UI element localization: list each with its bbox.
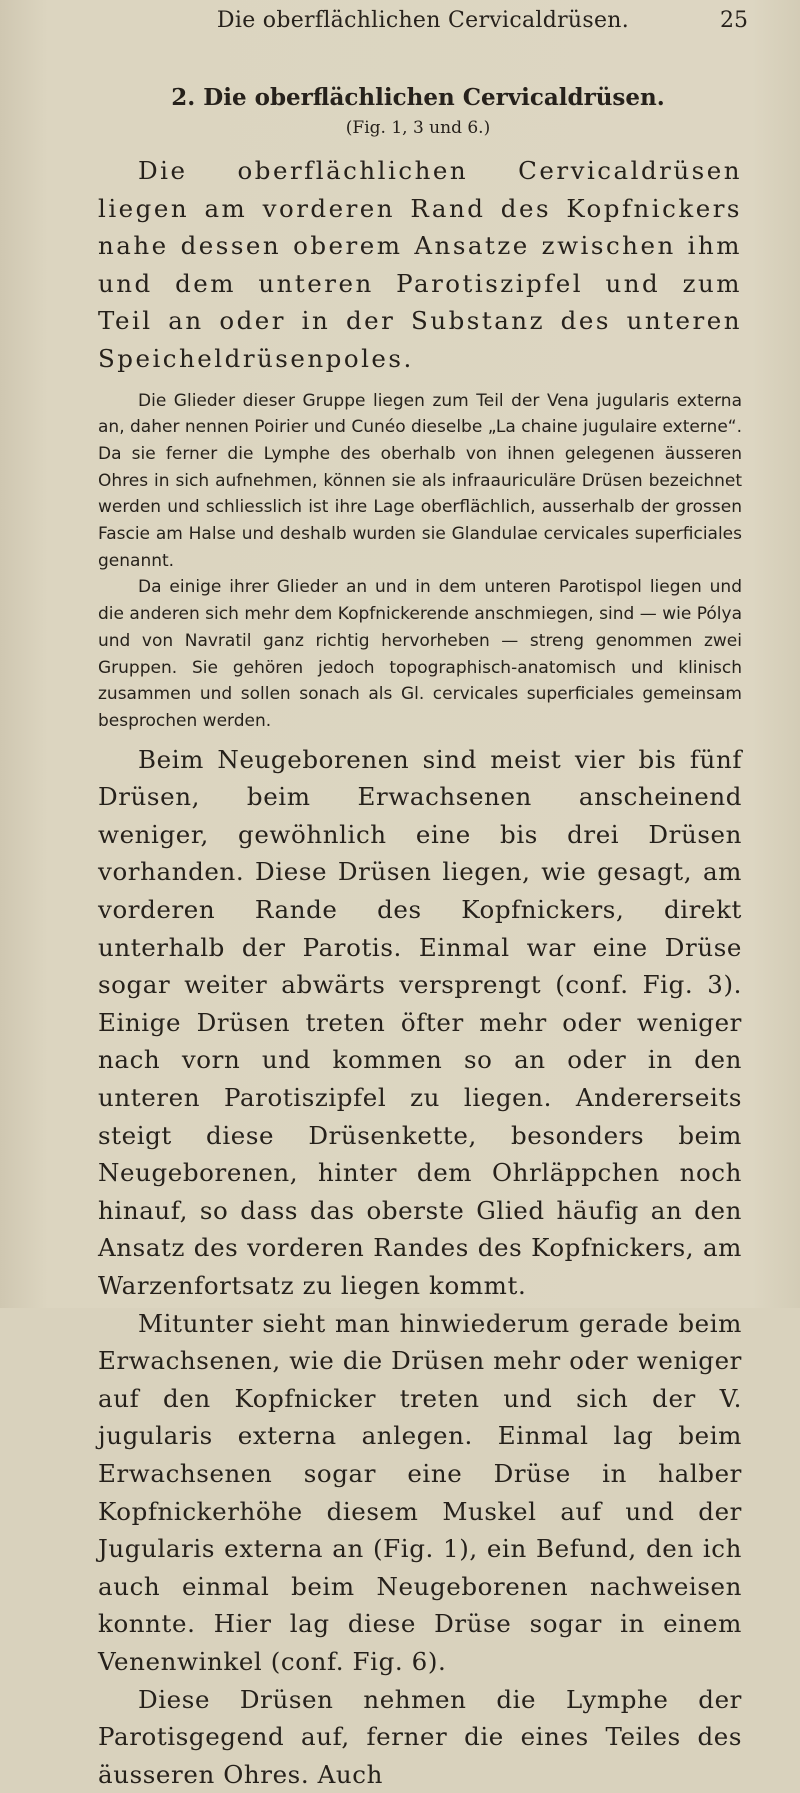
page-number: 25 [720,8,748,33]
paragraph-note-names: Die Glieder dieser Gruppe liegen zum Teil der Vena jugularis externa an, daher nennen Poirier und Cunéo dieselbe „La chaine jugulaire externe“. Da sie ferner die Lymphe des oberhalb von ihnen gelegenen äusseren Ohres in sich aufnehmen, können sie als infraauriculäre Drüsen bezeichnet werden und schliesslich ist ihre Lage oberflächlich, ausserhalb der grossen Fascie am Halse und deshalb wurden sie Glandulae cervicales superficiales genannt. [98,390,742,571]
body-text [98,152,742,1793]
figure-reference: (Fig. 1, 3 und 6.) [345,118,491,138]
paragraph-note-groups: Da einige ihrer Glieder an und in dem unteren Parotispol liegen und die anderen sich mehr dem Kopfnickerende anschmiegen, sind — wie Pólya und von Navratil ganz richtig hervorheben — streng genommen zwei Gruppen. Sie gehören jedoch topographisch-anatomisch und klinisch zusammen und sollen sonach als Gl. cervicales superficiales gemeinsam besprochen werden. [98,577,742,731]
paragraph-lymph: Diese Drüsen nehmen die Lymphe der Parotisgegend auf, ferner die eines Teiles des äusseren Ohres. Auch [98,1684,742,1789]
section-heading: 2. Die oberflächlichen Cervicaldrüsen. [171,84,665,111]
running-title: Die oberflächlichen Cervicaldrüsen. [216,8,630,33]
running-head [98,8,748,48]
paragraph-adult: Mitunter sieht man hinwiederum gerade beim Erwachsenen, wie die Drüsen mehr oder weniger auf den Kopfnicker treten und sich der V. jugularis externa anlegen. Einmal lag beim Erwachsenen sogar eine Drüse in halber Kopfnickerhöhe diesem Muskel auf und der Jugularis externa an (Fig. 1), ein Befund, den ich auch einmal beim Neugeborenen nachweisen konnte. Hier lag diese Drüse sogar in einem Venenwinkel (conf. Fig. 6). [98,1308,742,1676]
paragraph-intro: Die oberflächlichen Cervicaldrüsen liegen am vorderen Rand des Kopfnickers nahe dessen oberem Ansatze zwischen ihm und dem unteren Parotiszipfel und zum Teil an oder in der Substanz des unteren Speicheldrüsenpoles. [98,156,742,373]
paragraph-newborn: Beim Neugeborenen sind meist vier bis fünf Drüsen, beim Erwachsenen anscheinend weniger, gewöhnlich eine bis drei Drüsen vorhanden. Diese Drüsen liegen, wie gesagt, am vorderen Rande des Kopfnickers, direkt unterhalb der Parotis. Einmal war eine Drüse sogar weiter abwärts versprengt (conf. Fig. 3). Einige Drüsen treten öfter mehr oder weniger nach vorn und kommen so an oder in den unteren Parotiszipfel zu liegen. Andererseits steigt diese Drüsenkette, besonders beim Neugeborenen, hinter dem Ohrläppchen noch hinauf, so dass das oberste Glied häufig an den Ansatz des vorderen Randes des Kopfnickers, am Warzenfortsatz zu liegen kommt. [98,744,742,1301]
